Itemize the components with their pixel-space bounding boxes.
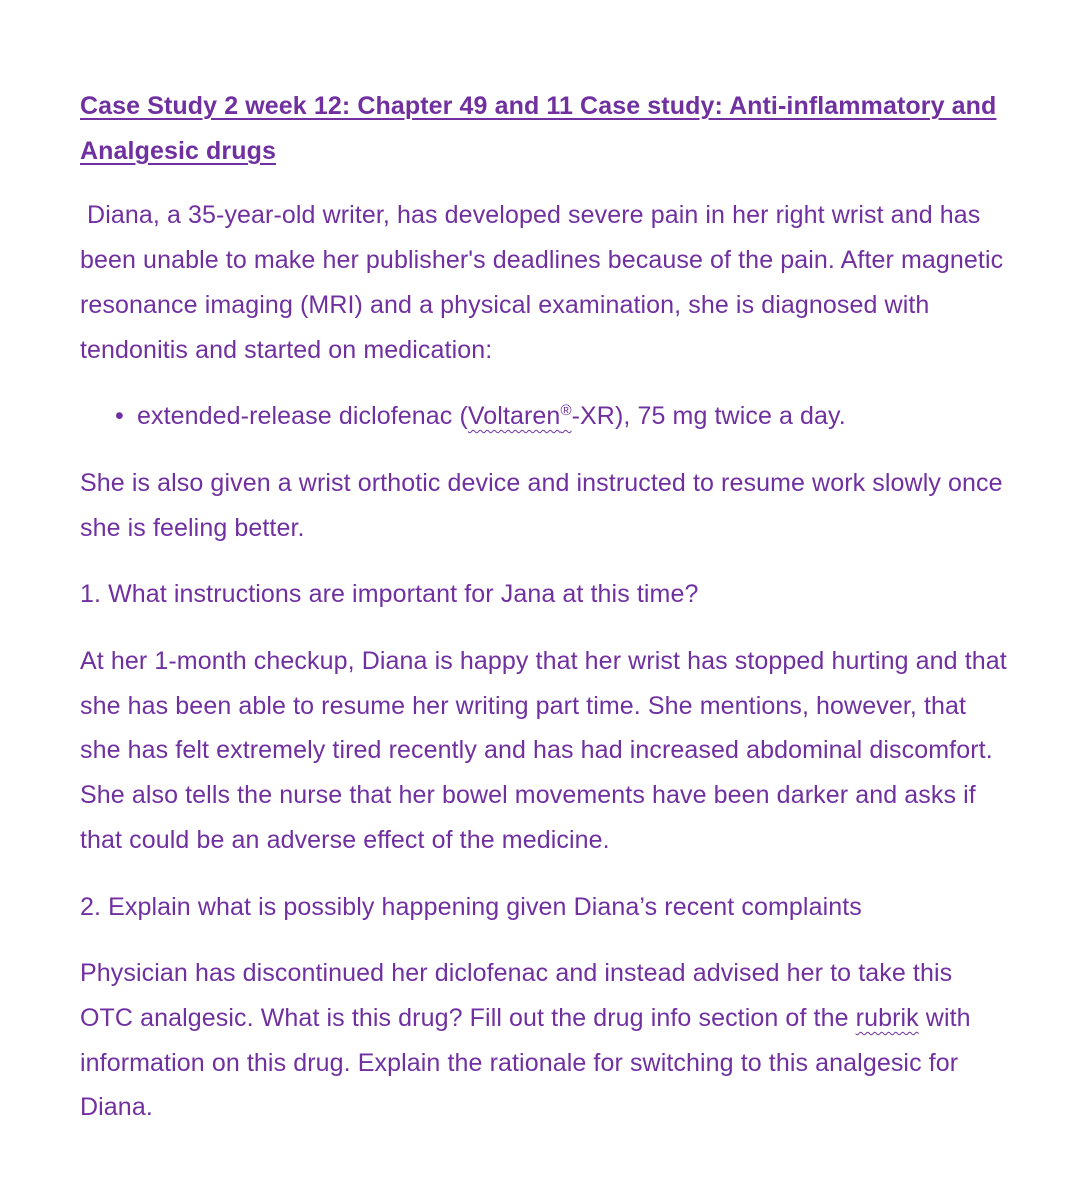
rubrik-spellcheck-word: rubrik xyxy=(855,1003,919,1032)
checkup-paragraph: At her 1-month checkup, Diana is happy that her wrist has stopped hurting and that she has been able to resume her writing part time. She mentions, however, that she has felt extremely tired recently and has had increased abdominal discomfort. She also tells the nurse that her bowel movements have been darker and asks if that could be an adverse effect of the medicine. xyxy=(80,647,1007,854)
physician-paragraph xyxy=(80,951,1010,1130)
physician-text-part1: Physician has discontinued her diclofenac and instead advised her to take this OTC analgesic. What is this drug? Fill out the drug info section of the xyxy=(80,959,953,1032)
brand-name-spellcheck xyxy=(468,402,572,430)
registered-mark: ® xyxy=(560,402,572,420)
medication-list-item xyxy=(80,394,1010,439)
intro-paragraph: Diana, a 35-year-old writer, has developed severe pain in her right wrist and has been unable to make her publisher's deadlines because of the pain. After magnetic resonance imaging (MRI) and a physical examination, she is diagnosed with tendonitis and started on medication: xyxy=(80,201,1011,364)
brand-name: Voltaren xyxy=(467,402,561,431)
document-page xyxy=(80,84,1010,1130)
orthotic-paragraph: She is also given a wrist orthotic device and instructed to resume work slowly once she is feeling better. xyxy=(80,468,1003,542)
document-title: Case Study 2 week 12: Chapter 49 and 11 Case study: Anti-inflammatory and Analgesic drugs xyxy=(80,92,997,165)
physician-text-part2: with information on this drug. Explain the rationale for switching to this analgesic for Diana. xyxy=(80,1003,971,1122)
medication-list xyxy=(80,394,1010,439)
question-2: 2. Explain what is possibly happening given Diana’s recent complaints xyxy=(80,892,862,921)
question-1: 1. What instructions are important for Jana at this time? xyxy=(80,580,699,609)
bullet-icon: • xyxy=(115,402,124,431)
medication-suffix: -XR), 75 mg twice a day. xyxy=(571,402,846,431)
medication-prefix: extended-release diclofenac ( xyxy=(137,402,468,431)
